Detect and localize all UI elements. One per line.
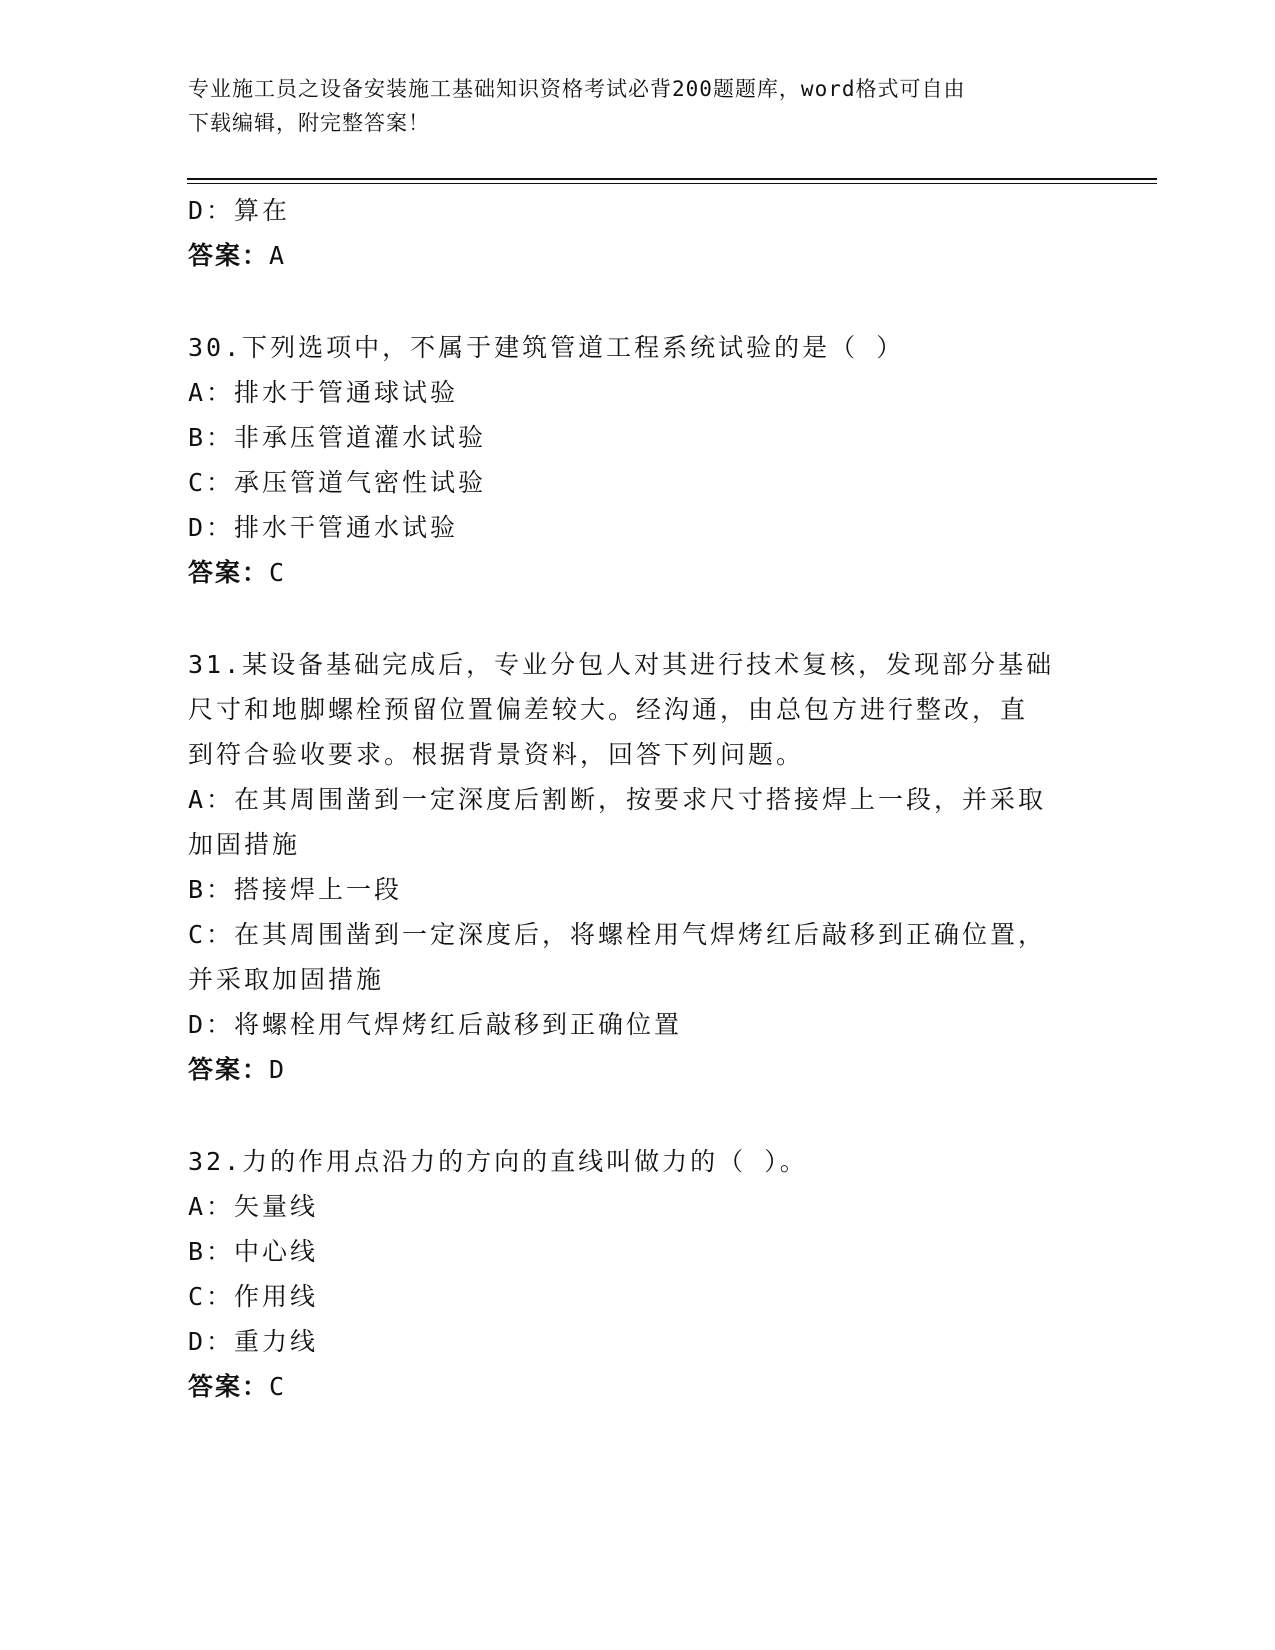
answer-line [188, 1364, 1088, 1409]
question-32 [188, 1139, 1088, 1409]
answer-value: C [269, 558, 288, 587]
option-d: D：将螺栓用气焊烤红后敲移到正确位置 [188, 1010, 683, 1039]
answer-label: 答案： [188, 558, 270, 587]
option-b: B：非承压管道灌水试验 [188, 423, 487, 452]
answer-line [188, 550, 1088, 595]
option-b: B：搭接焊上一段 [188, 875, 403, 904]
option-c-line-2: 并采取加固措施 [188, 965, 385, 994]
option-b: B：中心线 [188, 1237, 319, 1266]
header-divider-thick [187, 178, 1157, 180]
question-stem: 32.力的作用点沿力的方向的直线叫做力的（ ）。 [188, 1147, 808, 1176]
answer-value: A [269, 241, 288, 270]
question-list [188, 188, 1088, 1409]
answer-label: 答案： [188, 1055, 270, 1084]
header-divider-thin [187, 183, 1157, 184]
header-title-line-1: 专业施工员之设备安装施工基础知识资格考试必背200题题库，word格式可自由 [188, 77, 966, 101]
option-c-line-1: C：在其周围凿到一定深度后，将螺栓用气焊烤红后敲移到正确位置， [188, 920, 1047, 949]
option-a: A：排水于管通球试验 [188, 378, 459, 407]
carryover-block [188, 188, 1088, 278]
answer-line [188, 233, 1088, 278]
question-30 [188, 325, 1088, 595]
option-a: A：矢量线 [188, 1192, 319, 1221]
option-d: D：算在 [188, 196, 291, 225]
option-a-line-1: A：在其周围凿到一定深度后割断，按要求尺寸搭接焊上一段，并采取 [188, 785, 1047, 814]
option-a-line-2: 加固措施 [188, 830, 301, 859]
option-c: C：承压管道气密性试验 [188, 468, 487, 497]
document-header [188, 72, 1068, 140]
answer-value: D [269, 1055, 288, 1084]
question-31 [188, 642, 1088, 1092]
spacer [188, 1092, 1088, 1139]
option-d: D：排水干管通水试验 [188, 513, 459, 542]
answer-label: 答案： [188, 241, 270, 270]
answer-value: C [269, 1372, 288, 1401]
question-stem-line-3: 到符合验收要求。根据背景资料，回答下列问题。 [188, 740, 805, 769]
answer-line [188, 1047, 1088, 1092]
option-d: D：重力线 [188, 1327, 319, 1356]
spacer [188, 278, 1088, 325]
answer-label: 答案： [188, 1372, 270, 1401]
question-stem-line-2: 尺寸和地脚螺栓预留位置偏差较大。经沟通，由总包方进行整改，直 [188, 695, 1029, 724]
option-c: C：作用线 [188, 1282, 319, 1311]
header-title-line-2: 下载编辑，附完整答案！ [188, 111, 430, 135]
question-stem: 30.下列选项中，不属于建筑管道工程系统试验的是（ ） [188, 333, 905, 362]
question-stem-line-1: 31.某设备基础完成后，专业分包人对其进行技术复核，发现部分基础 [188, 650, 1055, 679]
spacer [188, 595, 1088, 642]
